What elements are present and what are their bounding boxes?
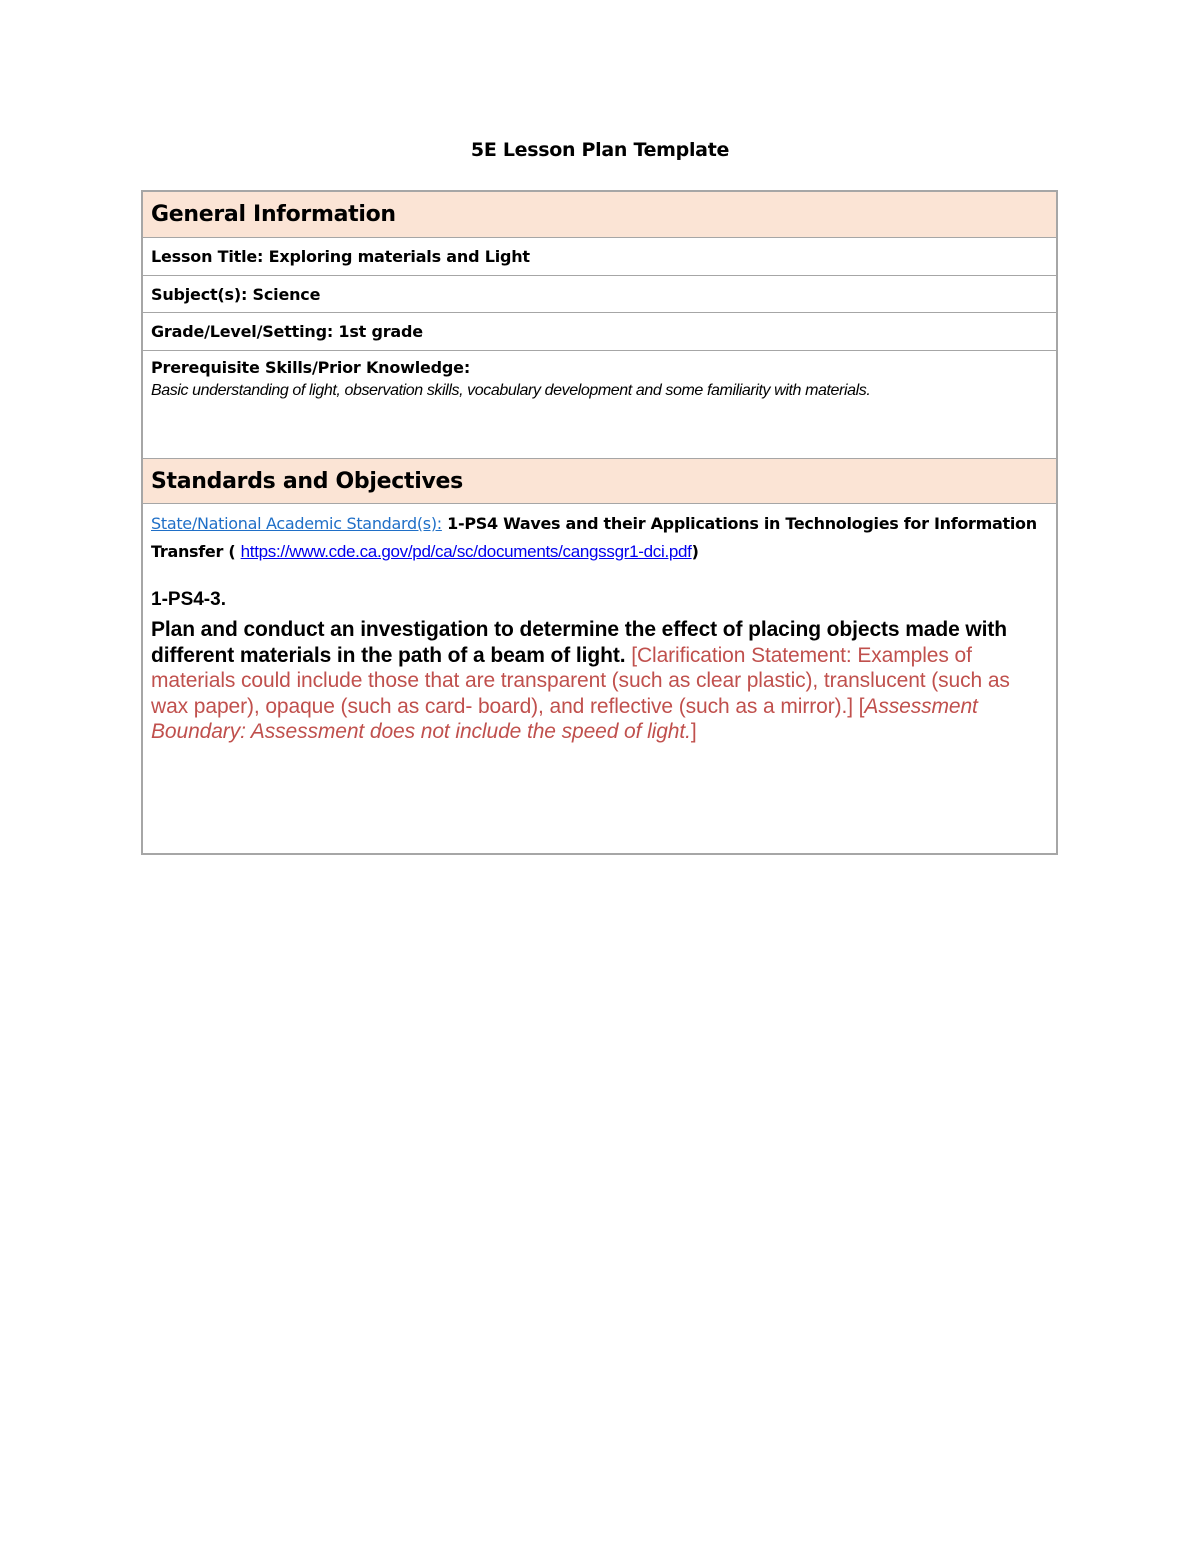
prerequisite-text: Basic understanding of light, observation skills, vocabulary development and some familiarity with materials. [151, 382, 871, 399]
assessment-boundary: Assessment Boundary: Assessment does not include the speed of light. [151, 694, 978, 743]
lesson-title-row: Lesson Title: Exploring materials and Light [143, 237, 1056, 275]
general-information-header: General Information [143, 192, 1056, 237]
standards-objectives-header: Standards and Objectives [143, 458, 1056, 503]
lesson-plan-table [141, 190, 1058, 855]
grade-level-row: Grade/Level/Setting: 1st grade [143, 312, 1056, 350]
standard-url-link[interactable]: https://www.cde.ca.gov/pd/ca/sc/documents/cangssgr1-dci.pdf [240, 542, 692, 561]
document-title: 5E Lesson Plan Template [470, 139, 730, 161]
subjects-row: Subject(s): Science [143, 275, 1056, 312]
standard-text: 1-PS4 Waves and their Applications in Technologies for Information Transfer ( [151, 514, 1037, 561]
prerequisite-row [143, 350, 1056, 458]
performance-expectation-main: Plan and conduct an investigation to determine the effect of placing objects made with different materials in the path of a beam of light. [151, 618, 1008, 667]
standard-link[interactable]: State/National Academic Standard(s): [151, 514, 442, 533]
standard-description [151, 510, 1048, 566]
prerequisite-label: Prerequisite Skills/Prior Knowledge: [151, 358, 471, 377]
assessment-close-bracket: ] [690, 720, 697, 743]
standard-close-paren: ) [691, 542, 699, 561]
clarification-statement: [Clarification Statement: Examples of materials could include those that are transparent (such as clear plastic), translucent (such as wax paper), opaque (such as card- board), and reflective (such as a mirror).] [ [151, 643, 1010, 718]
performance-expectation-code: 1-PS4-3. [151, 589, 226, 610]
performance-expectation [151, 617, 1048, 745]
standards-row [143, 503, 1056, 853]
